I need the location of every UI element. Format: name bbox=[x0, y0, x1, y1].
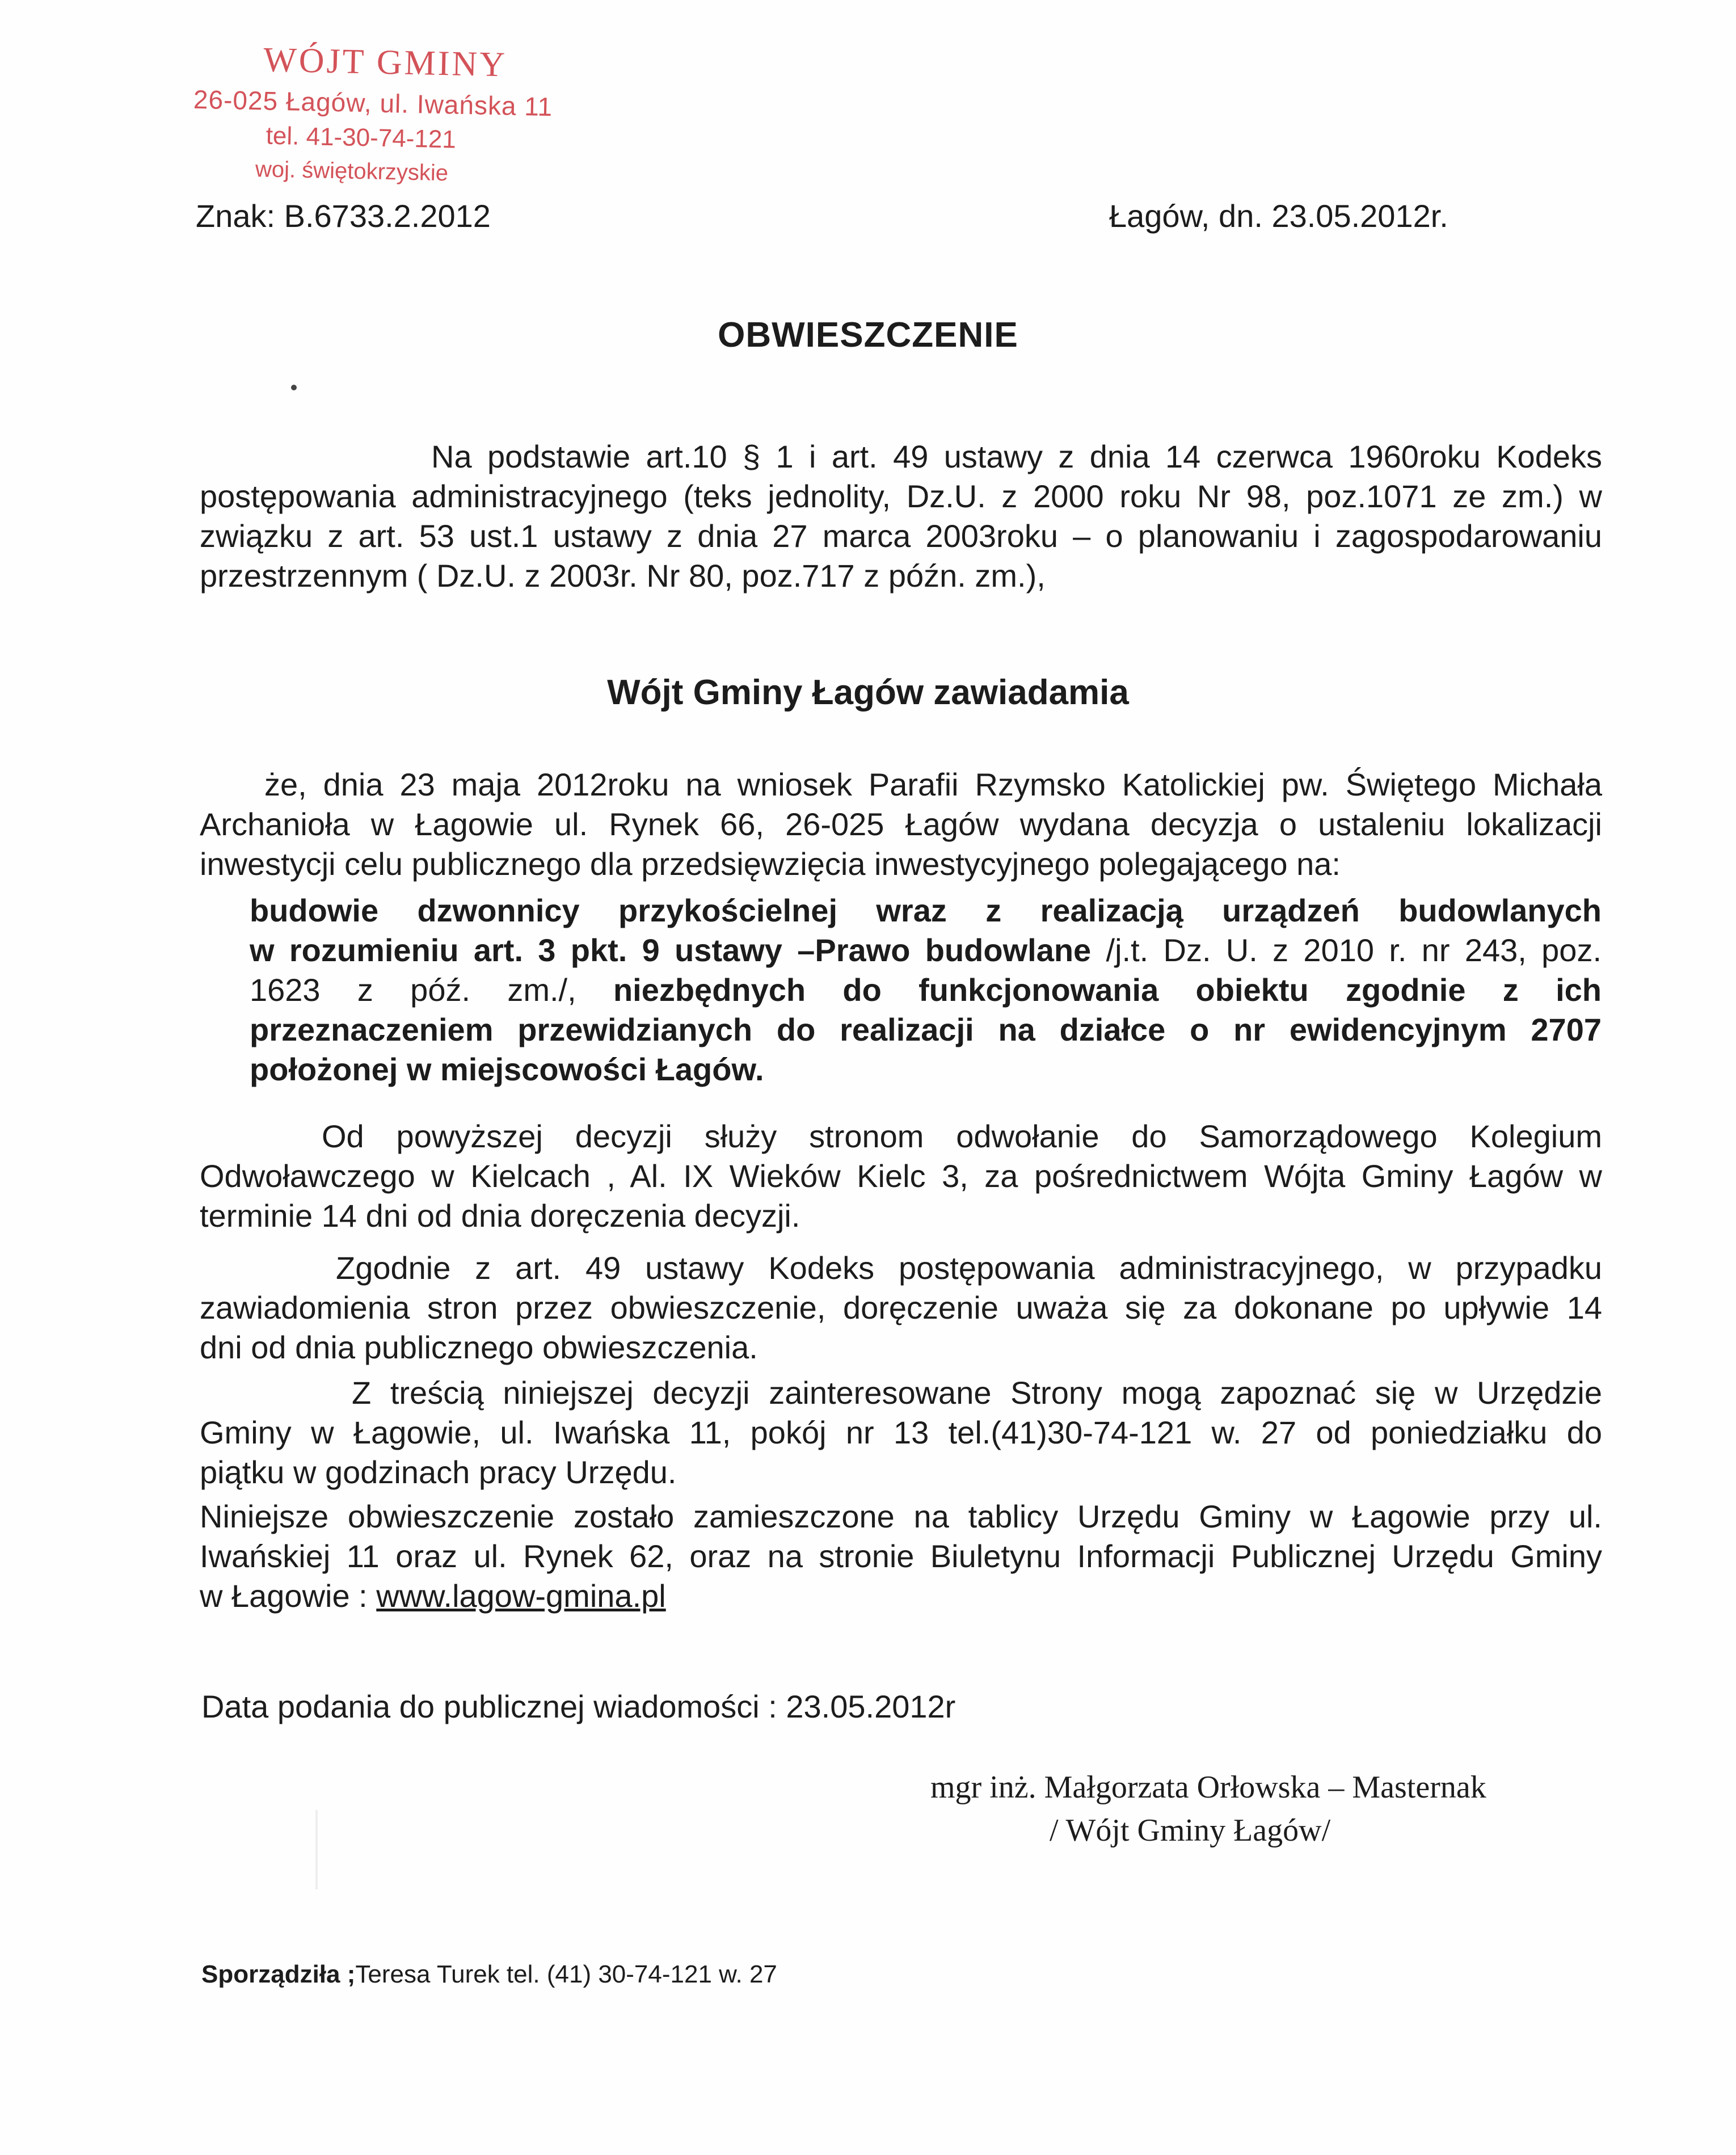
investment-line-bold: niezbędnych do funkcjonowania obiektu zgodnie z ich bbox=[613, 972, 1602, 1008]
reference-number: Znak: B.6733.2.2012 bbox=[196, 198, 491, 234]
investment-line bbox=[250, 931, 1602, 970]
section-heading: Wójt Gminy Łagów zawiadamia bbox=[607, 673, 1129, 712]
publication-line: Niniejsze obwieszczenie zostało zamieszczone na tablicy Urzędu Gminy w Łagowie przy ul. bbox=[200, 1499, 1602, 1534]
publication-line: Iwańskiej 11 oraz ul. Rynek 62, oraz na stronie Biuletynu Informacji Publicznej Urzędu Gminy bbox=[200, 1538, 1602, 1574]
investment-line: położonej w miejscowości Łagów. bbox=[250, 1051, 764, 1087]
publication-line bbox=[200, 1576, 1602, 1616]
prepared-by-label: Sporządziła ; bbox=[201, 1960, 356, 1988]
prepared-by-details: Teresa Turek tel. (41) 30-74-121 w. 27 bbox=[355, 1960, 777, 1988]
legal-basis-line: postępowania administracyjnego (teks jednolity, Dz.U. z 2000 roku Nr 98, poz.1071 ze zm.) w bbox=[200, 478, 1602, 514]
delivery-line: dni od dnia publicznego obwieszczenia. bbox=[200, 1329, 758, 1365]
legal-basis-line: Na podstawie art.10 § 1 i art. 49 ustawy z dnia 14 czerwca 1960roku Kodeks bbox=[431, 439, 1602, 474]
stamp-line-address: 26-025 Łagów, ul. Iwańska 11 bbox=[193, 84, 553, 122]
stamp-line-phone: tel. 41-30-74-121 bbox=[266, 121, 457, 154]
appeal-paragraph bbox=[200, 1117, 1602, 1236]
investment-line: przeznaczeniem przewidzianych do realizacji na działce o nr ewidencyjnym 2707 bbox=[250, 1012, 1602, 1047]
appeal-line: Od powyższej decyzji służy stronom odwołanie do Samorządowego Kolegium bbox=[322, 1118, 1602, 1154]
delivery-line: Zgodnie z art. 49 ustawy Kodeks postępowania administracyjnego, w przypadku bbox=[336, 1250, 1602, 1286]
publication-paragraph bbox=[200, 1497, 1602, 1616]
investment-line-bold: w rozumieniu art. 3 pkt. 9 ustawy –Prawo budowlane bbox=[250, 932, 1092, 968]
access-line: Z treścią niniejszej decyzji zainteresowane Strony mogą zapoznać się w Urzędzie bbox=[352, 1375, 1602, 1411]
investment-description bbox=[250, 891, 1602, 1089]
access-line: piątku w godzinach pracy Urzędu. bbox=[200, 1454, 677, 1490]
announcement-date: Data podania do publicznej wiadomości : 23.05.2012r bbox=[201, 1689, 956, 1724]
notice-paragraph bbox=[200, 765, 1602, 884]
signatory-name: mgr inż. Małgorzata Orłowska – Masternak bbox=[930, 1770, 1486, 1805]
legal-basis-line: przestrzennym ( Dz.U. z 2003r. Nr 80, poz.717 z późn. zm.), bbox=[200, 558, 1046, 594]
appeal-line: Odwoławczego w Kielcach , Al. IX Wieków Kielc 3, za pośrednictwem Wójta Gminy Łagów w bbox=[200, 1158, 1602, 1194]
appeal-line: terminie 14 dni od dnia doręczenia decyzji. bbox=[200, 1198, 800, 1234]
delivery-paragraph bbox=[200, 1248, 1602, 1367]
notice-line: że, dnia 23 maja 2012roku na wniosek Parafii Rzymsko Katolickiej pw. Świętego Michała bbox=[264, 767, 1602, 802]
website-link[interactable]: www.lagow-gmina.pl bbox=[376, 1578, 666, 1614]
signature-block bbox=[930, 1766, 1486, 1852]
legal-basis-paragraph bbox=[200, 437, 1602, 596]
prepared-by bbox=[201, 1960, 777, 1989]
delivery-line: zawiadomienia stron przez obwieszczenie, doręczenie uważa się za dokonane po upływie 14 bbox=[200, 1290, 1602, 1325]
investment-line bbox=[250, 970, 1602, 1010]
place-and-date: Łagów, dn. 23.05.2012r. bbox=[1109, 198, 1448, 234]
investment-line-normal: 1623 z póź. zm./, bbox=[250, 972, 613, 1008]
scan-dot bbox=[291, 385, 297, 390]
access-paragraph bbox=[200, 1373, 1602, 1492]
access-line: Gminy w Łagowie, ul. Iwańska 11, pokój nr 13 tel.(41)30-74-121 w. 27 od poniedziałku do bbox=[200, 1415, 1602, 1450]
investment-line-normal: /j.t. Dz. U. z 2010 r. nr 243, poz. bbox=[1091, 932, 1602, 968]
publication-line-prefix: w Łagowie : bbox=[200, 1578, 377, 1614]
document-title: OBWIESZCZENIE bbox=[718, 315, 1018, 355]
stamp-line-title: WÓJT GMINY bbox=[263, 40, 508, 85]
office-stamp bbox=[167, 35, 579, 192]
notice-line: Archanioła w Łagowie ul. Rynek 66, 26-025 Łagów wydana decyzja o ustaleniu lokalizacji bbox=[200, 806, 1602, 842]
signatory-role: / Wójt Gminy Łagów/ bbox=[1050, 1813, 1331, 1848]
scan-artifact bbox=[315, 1810, 318, 1889]
legal-basis-line: związku z art. 53 ust.1 ustawy z dnia 27 marca 2003roku – o planowaniu i zagospodarowaniu bbox=[200, 518, 1602, 554]
stamp-line-region: woj. świętokrzyskie bbox=[255, 157, 449, 186]
notice-line: inwestycji celu publicznego dla przedsięwzięcia inwestycyjnego polegającego na: bbox=[200, 846, 1341, 882]
investment-line: budowie dzwonnicy przykościelnej wraz z realizacją urządzeń budowlanych bbox=[250, 893, 1602, 928]
